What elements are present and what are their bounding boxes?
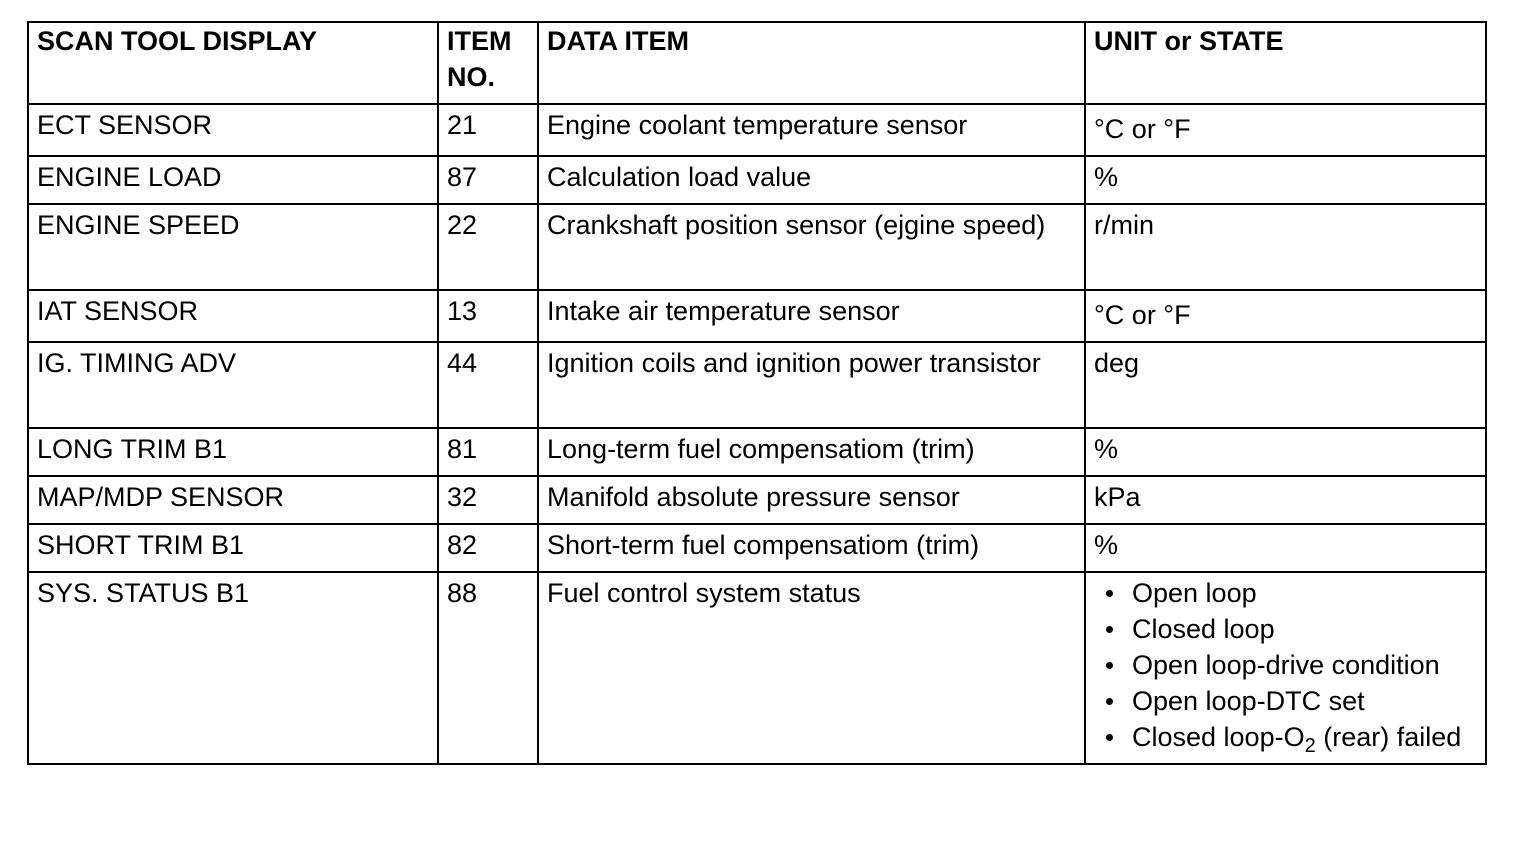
cell-item-no: 13 — [438, 290, 538, 342]
cell-scan-tool-display: LONG TRIM B1 — [28, 428, 438, 476]
cell-unit-or-state — [1085, 572, 1486, 764]
cell-item-no: 82 — [438, 524, 538, 572]
table-body — [28, 104, 1486, 764]
scan-tool-data-table — [27, 21, 1487, 765]
table-header — [28, 22, 1486, 104]
cell-item-no: 44 — [438, 342, 538, 428]
cell-item-no: 32 — [438, 476, 538, 524]
status-item-open-loop: Open loop — [1094, 575, 1477, 611]
unit-value: °C or °F — [1094, 300, 1191, 330]
cell-scan-tool-display: IG. TIMING ADV — [28, 342, 438, 428]
status-text-suffix: (rear) failed — [1315, 722, 1462, 752]
cell-item-no: 81 — [438, 428, 538, 476]
status-item-closed-loop-o2-rear-failed — [1094, 719, 1477, 755]
table-row-sys-status-b1 — [28, 572, 1486, 764]
cell-item-no: 87 — [438, 156, 538, 204]
header-scan-tool-display: SCAN TOOL DISPLAY — [28, 22, 438, 104]
cell-unit-or-state: % — [1085, 428, 1486, 476]
unit-value: °C or °F — [1094, 114, 1191, 144]
table-row-iat-sensor — [28, 290, 1486, 342]
cell-item-no: 22 — [438, 204, 538, 290]
cell-data-item: Calculation load value — [538, 156, 1085, 204]
header-item-no: ITEM NO. — [438, 22, 538, 104]
table-header-row — [28, 22, 1486, 104]
cell-data-item: Fuel control system status — [538, 572, 1085, 764]
cell-scan-tool-display: SHORT TRIM B1 — [28, 524, 438, 572]
table-row-engine-speed — [28, 204, 1486, 290]
cell-data-item: Manifold absolute pressure sensor — [538, 476, 1085, 524]
cell-scan-tool-display: IAT SENSOR — [28, 290, 438, 342]
cell-scan-tool-display: ENGINE SPEED — [28, 204, 438, 290]
table-row-engine-load — [28, 156, 1486, 204]
o2-subscript: 2 — [1304, 735, 1316, 757]
status-item-closed-loop: Closed loop — [1094, 611, 1477, 647]
header-unit-or-state: UNIT or STATE — [1085, 22, 1486, 104]
cell-scan-tool-display: SYS. STATUS B1 — [28, 572, 438, 764]
cell-data-item: Crankshaft position sensor (ejgine speed) — [538, 204, 1085, 290]
cell-unit-or-state: kPa — [1085, 476, 1486, 524]
cell-data-item: Long-term fuel compensatiom (trim) — [538, 428, 1085, 476]
status-item-open-loop-drive-condition: Open loop-drive condition — [1094, 647, 1477, 683]
status-item-open-loop-dtc-set: Open loop-DTC set — [1094, 683, 1477, 719]
cell-unit-or-state: r/min — [1085, 204, 1486, 290]
cell-unit-or-state — [1085, 290, 1486, 342]
table-row-short-trim-b1 — [28, 524, 1486, 572]
cell-item-no: 88 — [438, 572, 538, 764]
cell-scan-tool-display: ECT SENSOR — [28, 104, 438, 156]
cell-unit-or-state: % — [1085, 156, 1486, 204]
header-data-item: DATA ITEM — [538, 22, 1085, 104]
cell-scan-tool-display: MAP/MDP SENSOR — [28, 476, 438, 524]
system-status-list — [1094, 575, 1477, 755]
cell-data-item: Engine coolant temperature sensor — [538, 104, 1085, 156]
table-row-map-mdp-sensor — [28, 476, 1486, 524]
cell-item-no: 21 — [438, 104, 538, 156]
table-row-ig-timing-adv — [28, 342, 1486, 428]
cell-data-item: Ignition coils and ignition power transistor — [538, 342, 1085, 428]
table-row-long-trim-b1 — [28, 428, 1486, 476]
cell-unit-or-state: % — [1085, 524, 1486, 572]
status-text-prefix: Closed loop-O — [1132, 722, 1305, 752]
cell-data-item: Short-term fuel compensatiom (trim) — [538, 524, 1085, 572]
table-row-ect-sensor — [28, 104, 1486, 156]
cell-scan-tool-display: ENGINE LOAD — [28, 156, 438, 204]
cell-unit-or-state: deg — [1085, 342, 1486, 428]
cell-unit-or-state — [1085, 104, 1486, 156]
cell-data-item: Intake air temperature sensor — [538, 290, 1085, 342]
